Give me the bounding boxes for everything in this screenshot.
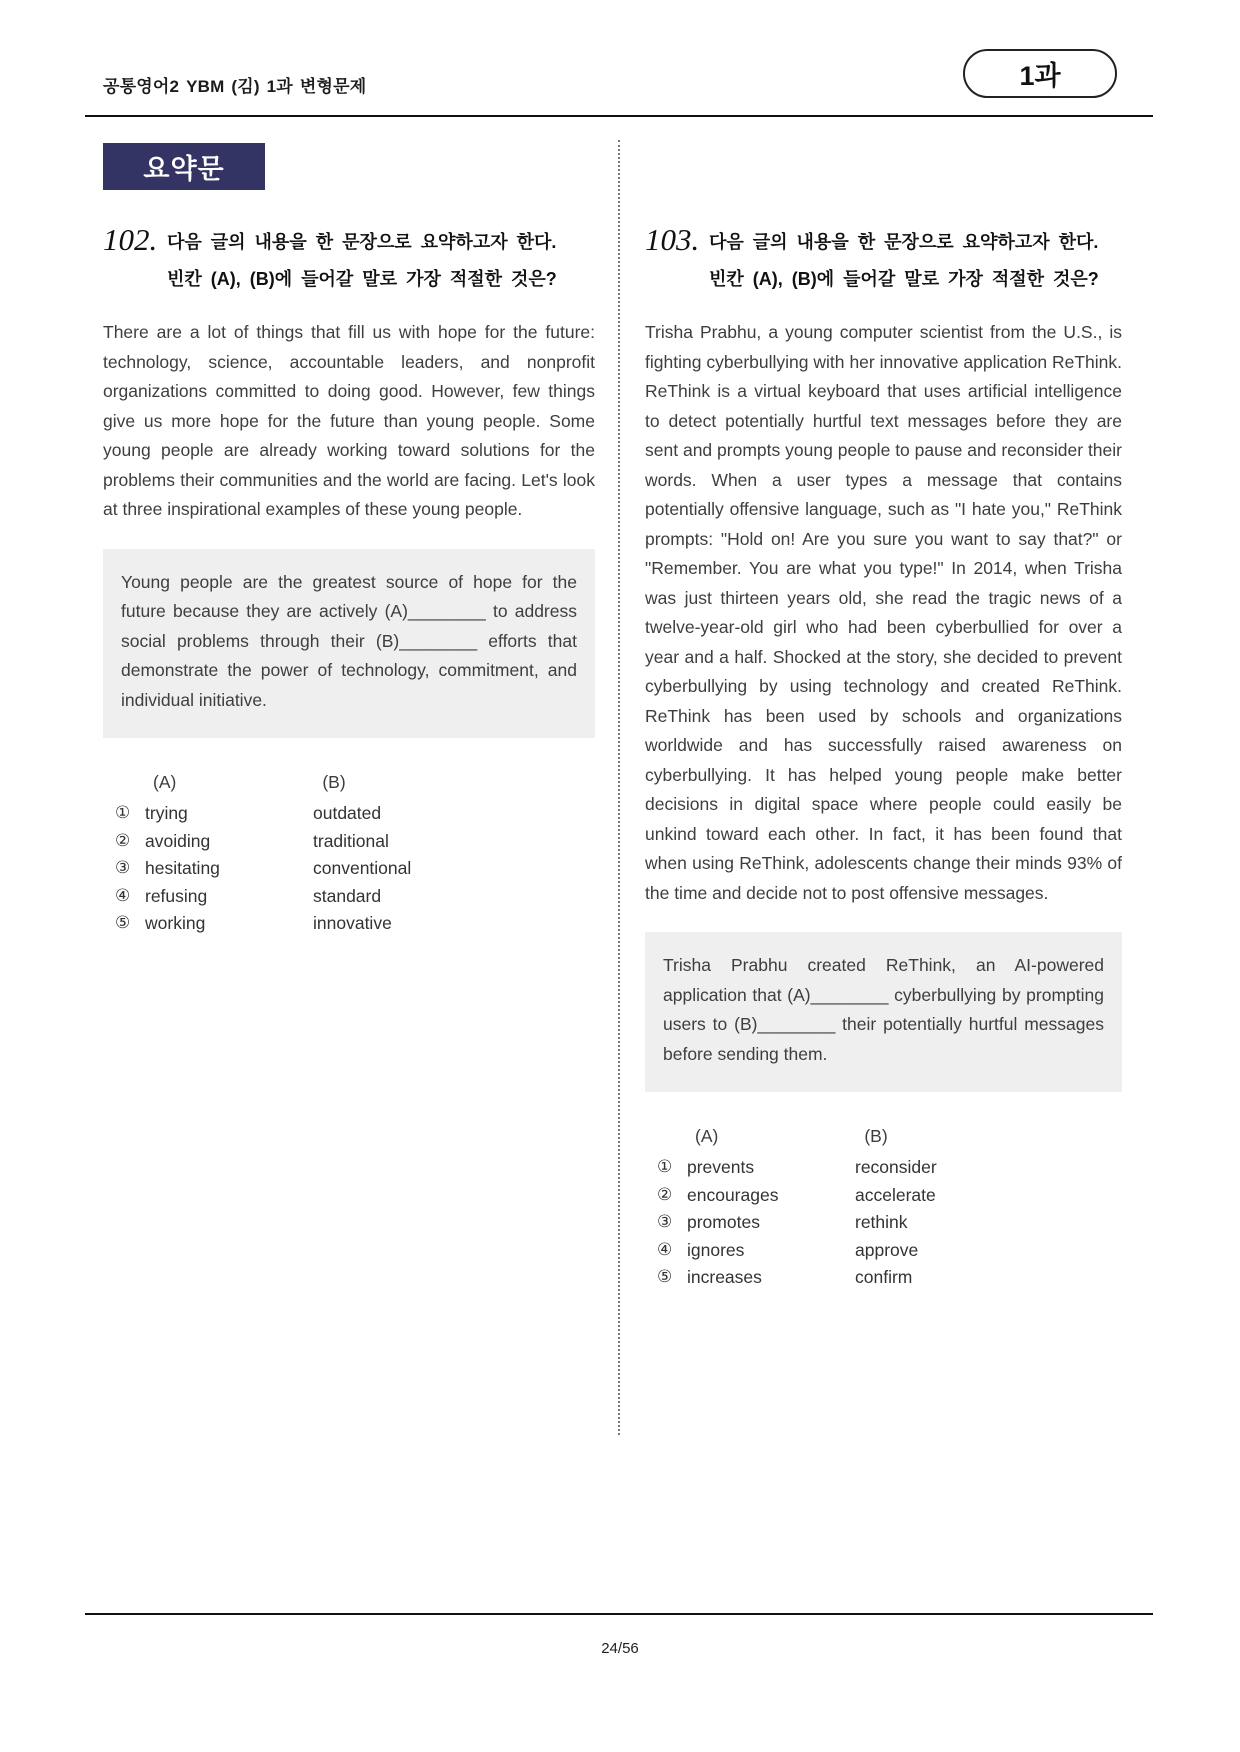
option-row-4 [645, 1237, 1122, 1265]
option-b-word: reconsider [855, 1157, 937, 1177]
section-label: 요약문 [103, 143, 265, 190]
chapter-badge: 1과 [963, 49, 1117, 98]
option-a-word: refusing [145, 885, 208, 906]
column-a-header: (A) [695, 1126, 719, 1146]
option-row-5 [103, 910, 595, 938]
option-marker: ② [657, 1184, 673, 1205]
header-divider [85, 115, 1153, 117]
option-marker: ③ [115, 858, 131, 878]
option-marker: ④ [115, 885, 131, 906]
question-number: 102. [103, 222, 158, 257]
option-a-word: avoiding [145, 830, 211, 851]
question-prompt [709, 222, 1099, 298]
option-row-5 [645, 1264, 1122, 1292]
option-row-3 [103, 855, 595, 883]
option-b-word: confirm [855, 1267, 913, 1287]
option-a-word: encourages [687, 1184, 779, 1205]
option-row-2 [103, 828, 595, 856]
option-b-word: approve [855, 1239, 919, 1260]
question-102 [103, 222, 595, 938]
option-a-word: ignores [687, 1239, 745, 1260]
option-row-2 [645, 1182, 1122, 1210]
question-prompt [167, 222, 557, 298]
options-table [103, 768, 595, 938]
option-row-1 [103, 800, 595, 828]
option-marker: ⑤ [115, 913, 131, 933]
column-a-header: (A) [153, 772, 177, 792]
column-b-header: (B) [322, 772, 346, 792]
option-row-3 [645, 1209, 1122, 1237]
options-table [645, 1122, 1122, 1292]
option-b-word: outdated [313, 803, 382, 823]
option-b-word: innovative [313, 913, 392, 933]
option-a-word: working [145, 913, 206, 933]
question-header [645, 222, 1122, 298]
column-divider [618, 140, 620, 1435]
option-row-4 [103, 883, 595, 911]
option-marker: ③ [657, 1212, 673, 1232]
option-b-word: standard [313, 885, 382, 906]
question-header [103, 222, 595, 298]
option-b-word: accelerate [855, 1184, 936, 1205]
option-marker: ① [657, 1157, 673, 1177]
option-b-word: traditional [313, 830, 389, 851]
option-a-word: prevents [687, 1157, 755, 1177]
option-row-1 [645, 1154, 1122, 1182]
option-a-word: trying [145, 803, 188, 823]
options-header [103, 768, 595, 796]
summary-box: Young people are the greatest source of hope for the future because they are actively (A)________ to address social problems through their (B)________ efforts that demonstrate the power of technology, commitment, and individual initiative. [103, 549, 595, 739]
summary-box: Trisha Prabhu created ReThink, an AI-powered application that (A)________ cyberbullying by prompting users to (B)________ their potentially hurtful messages before sending them. [645, 932, 1122, 1092]
prompt-line-2: 빈칸 (A), (B)에 들어갈 말로 가장 적절한 것은? [167, 269, 557, 289]
prompt-line-1: 다음 글의 내용을 한 문장으로 요약하고자 한다. [709, 232, 1099, 252]
option-b-word: conventional [313, 858, 412, 878]
page-number: 24/56 [601, 1640, 639, 1657]
passage-text: There are a lot of things that fill us with hope for the future: technology, science, accountable leaders, and nonprofit organizations committed to doing good. However, few things give us more hope for the future than young people. Some young people are already working toward solutions for the problems their communities and the world are facing. Let's look at three inspirational examples of these young people. [103, 322, 595, 519]
column-b-header: (B) [864, 1126, 888, 1146]
options-header [645, 1122, 1122, 1150]
option-a-word: promotes [687, 1212, 760, 1232]
option-a-word: increases [687, 1267, 762, 1287]
option-marker: ② [115, 830, 131, 851]
footer-divider [85, 1613, 1153, 1615]
option-a-word: hesitating [145, 858, 220, 878]
passage-text: Trisha Prabhu, a young computer scientist from the U.S., is fighting cyberbullying with her innovative application ReThink. ReThink is a virtual keyboard that uses artificial intelligence to detect potentially hurtful text messages before they are sent and prompts young people to pause and reconsider their words. When a user types a message that contains potentially offensive language, such as "I hate you," ReThink prompts: "Hold on! Are you sure you want to say that?" or "Remember. You are what you type!" In 2014, when Trisha was just thirteen years old, she read the tragic news of a twelve-year-old girl who had been cyberbullied for over a year and a half. Shocked at the story, she decided to prevent cyberbullying by using technology and created ReThink. ReThink has been used by schools and organizations worldwide and has successfully raised awareness on cyberbullying. It has helped young people make better decisions in digital space where people could easily be unkind toward each other. In fact, it has been found that when using ReThink, adolescents change their minds 93% of the time and decide not to post offensive messages. [645, 322, 1122, 903]
option-b-word: rethink [855, 1212, 908, 1232]
prompt-line-2: 빈칸 (A), (B)에 들어갈 말로 가장 적절한 것은? [709, 269, 1099, 289]
question-number: 103. [645, 222, 700, 257]
option-marker: ⑤ [657, 1267, 673, 1287]
option-marker: ④ [657, 1239, 673, 1260]
prompt-line-1: 다음 글의 내용을 한 문장으로 요약하고자 한다. [167, 232, 557, 252]
page-header-title: 공통영어2 YBM (김) 1과 변형문제 [103, 77, 367, 96]
question-103 [645, 222, 1122, 1292]
option-marker: ① [115, 803, 131, 823]
